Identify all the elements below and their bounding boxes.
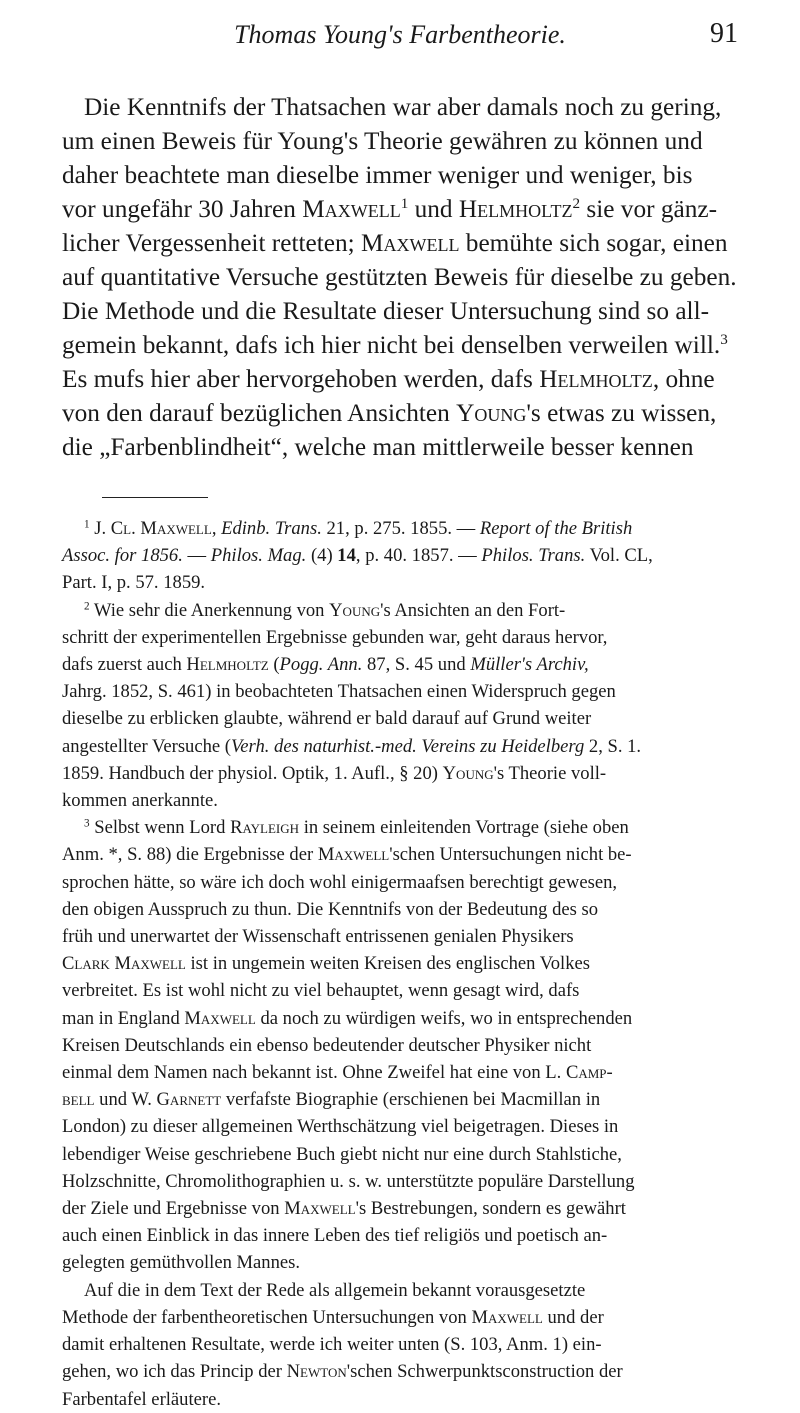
text-run: 's Ansichten an den Fort- (380, 599, 566, 621)
text-run: ist in ungemein weiten Kreisen des englischen Volkes (185, 953, 591, 975)
text-run: die „Farbenblindheit“, welche man mittlerweile besser kennen (62, 433, 694, 461)
footnote-line (62, 1195, 740, 1222)
text-run: daher beachtete man dieselbe immer weniger und weniger, bis (62, 161, 693, 189)
footnotes (62, 515, 740, 1413)
footnote-line (62, 923, 740, 950)
text-run: 87, S. 45 und (362, 654, 471, 676)
text-line (62, 328, 740, 362)
text-run: 's etwas zu wissen, (526, 399, 717, 427)
text-run: , p. 40. 1857. — (355, 545, 482, 567)
citation: Edinb. Trans. (221, 518, 322, 539)
text-run: Part. I, p. 57. 1859. (62, 572, 206, 594)
text-run: 1859. Handbuch der physiol. Optik, 1. Aufl., § 20) (62, 762, 443, 784)
running-head (0, 10, 800, 50)
text-run: in seinem einleitenden Vortrage (siehe oben (299, 817, 629, 839)
footnote-line (62, 515, 740, 542)
running-title: Thomas Young's Farbentheorie. (234, 20, 566, 49)
text-run: dieselbe zu erblicken glaubte, während er bald darauf auf Grund weiter (62, 708, 592, 730)
text-run: sie vor gänz- (580, 195, 718, 223)
text-run: Die Kenntnifs der Thatsachen war aber damals noch zu gering, (84, 93, 722, 121)
author-name: Young (442, 762, 494, 784)
text-run: 21, p. 275. 1855. — (321, 518, 480, 539)
text-run: Es mufs hier aber hervorgehoben werden, dafs (62, 365, 540, 393)
author-name: Young (329, 599, 381, 621)
text-run: und (408, 195, 459, 223)
text-run: Auf die in dem Text der Rede als allgemein bekannt vorausgesetzte (84, 1279, 586, 1301)
text-run: man in England (62, 1007, 185, 1029)
author-name: bell (62, 1089, 95, 1111)
footnote-line (62, 977, 740, 1004)
footnote-line (62, 787, 740, 814)
citation: Report of the British (479, 518, 633, 539)
text-run: Anm. *, S. 88) die Ergebnisse der (62, 844, 318, 866)
author-name: Maxwell (471, 1306, 543, 1328)
text-run: einmal dem Namen nach bekannt ist. Ohne Zweifel hat eine von L. (62, 1062, 566, 1084)
text-run: der Ziele und Ergebnisse von (62, 1198, 285, 1220)
text-run: (4) (306, 545, 338, 567)
citation: Verh. des naturhist.-med. Vereins zu Heidelberg (231, 735, 585, 757)
citation: Philos. Trans. (481, 545, 586, 567)
text-run: da noch zu würdigen weifs, wo in entsprechenden (255, 1007, 633, 1029)
text-run: damit erhaltenen Resultate, werde ich weiter unten (S. 103, Anm. 1) ein- (62, 1334, 602, 1356)
text-run: 2, S. 1. (584, 735, 642, 757)
text-run: Vol. CL, (585, 545, 653, 567)
author-name: Maxwell (361, 229, 460, 257)
footnote-marker: 3 (84, 817, 90, 830)
author-name: Clark Maxwell (62, 953, 186, 975)
footnote-line (62, 950, 740, 977)
text-run: und der (542, 1306, 604, 1328)
text-run: schritt der experimentellen Ergebnisse gebunden war, geht daraus hervor, (62, 626, 608, 648)
text-run: Jahrg. 1852, S. 461) in beobachteten Thatsachen einen Widerspruch gegen (62, 681, 616, 703)
footnote-line (62, 1358, 740, 1385)
citation: Müller's Archiv, (470, 654, 589, 676)
footnote-ref: 3 (720, 330, 728, 348)
author-name: Young (456, 399, 527, 427)
citation: Philos. Mag. (210, 545, 307, 567)
text-line (62, 396, 740, 430)
footnote-line (62, 869, 740, 896)
footnote-ref: 1 (400, 194, 409, 212)
text-run: dafs zuerst auch (62, 654, 187, 676)
text-run: angestellter Versuche ( (62, 735, 231, 757)
footnote-line (62, 733, 740, 760)
citation: Pogg. Ann. (279, 654, 363, 676)
author-name: Maxwell (302, 195, 401, 223)
footnote-line (62, 1304, 740, 1331)
text-run: lebendiger Weise geschriebene Buch giebt nicht nur eine durch Stahlstiche, (62, 1143, 622, 1165)
text-run: und W. (94, 1089, 157, 1111)
main-paragraph (62, 90, 740, 464)
footnote-line (62, 841, 740, 868)
footnote-line (62, 569, 740, 596)
author-name: Maxwell (317, 844, 390, 866)
text-run: 'schen Untersuchungen nicht be- (389, 844, 632, 866)
footnote-line (62, 1277, 740, 1304)
author-name: Rayleigh (230, 817, 300, 839)
text-run: um einen Beweis für Young's Theorie gewähren zu können und (62, 127, 703, 155)
footnote-line (62, 1249, 740, 1276)
text-run: Kreisen Deutschlands ein ebenso bedeutender deutscher Physiker nicht (62, 1034, 592, 1056)
footnote-line (62, 896, 740, 923)
text-run: vor ungefähr 30 Jahren (62, 195, 303, 223)
footnote-line (62, 651, 740, 678)
text-run: Farbentafel erläutere. (62, 1388, 221, 1410)
footnote-line (62, 1168, 740, 1195)
text-run: 's Theorie voll- (493, 762, 607, 784)
text-run: gemein bekannt, dafs ich hier nicht bei denselben verweilen will. (62, 331, 721, 359)
text-run: auf quantitative Versuche gestützten Beweis für dieselbe zu geben. (62, 263, 737, 291)
text-line (62, 158, 740, 192)
text-line (62, 124, 740, 158)
footnote-marker: 2 (84, 599, 90, 612)
volume: 14 (337, 545, 356, 567)
footnote-line (62, 1032, 740, 1059)
author-name: Newton (286, 1361, 347, 1383)
author-name: Helmholtz (458, 195, 573, 223)
text-run: Wie sehr die Anerkennung von (89, 599, 330, 621)
author-name: Helmholtz (186, 654, 269, 676)
text-line (62, 90, 740, 124)
footnote-line (62, 624, 740, 651)
page-number: 91 (710, 18, 738, 49)
footnote-line (62, 1005, 740, 1032)
text-line (62, 362, 740, 396)
text-run: , (211, 518, 222, 539)
footnote-line (62, 1222, 740, 1249)
text-run: Methode der farbentheoretischen Untersuchungen von (62, 1306, 472, 1328)
footnote-line (62, 1113, 740, 1140)
citation: Assoc. for 1856. (62, 545, 183, 567)
text-run: London) zu dieser allgemeinen Werthschätzung viel beigetragen. Dieses in (62, 1116, 619, 1138)
footnote-line (62, 1386, 740, 1413)
text-run: J. (89, 518, 111, 539)
footnote-line (62, 1059, 740, 1086)
footnote-marker: 1 (84, 518, 90, 531)
author-name: Garnett (156, 1089, 222, 1111)
text-run: auch einen Einblick in das innere Leben des tief religiös und poetisch an- (62, 1225, 608, 1247)
text-run: gehen, wo ich das Princip der (62, 1361, 287, 1383)
footnote-ref: 2 (572, 194, 581, 212)
footnote-line (62, 678, 740, 705)
text-run: licher Vergessenheit retteten; (62, 229, 362, 257)
text-line (62, 192, 740, 226)
footnote-line (62, 760, 740, 787)
text-run: , ohne (652, 365, 715, 393)
text-line (62, 260, 740, 294)
text-run: bemühte sich sogar, einen (459, 229, 728, 257)
footnote-line (62, 542, 740, 569)
footnote-line (62, 597, 740, 624)
text-line (62, 430, 740, 464)
author-name: Cl. Maxwell (110, 518, 212, 539)
text-line (62, 226, 740, 260)
footnote-line (62, 1141, 740, 1168)
text-run: von den darauf bezüglichen Ansichten (62, 399, 457, 427)
footnote-line (62, 814, 740, 841)
text-run: Selbst wenn Lord (89, 817, 231, 839)
text-line (62, 294, 740, 328)
footnote-rule (102, 497, 208, 498)
author-name: Maxwell (284, 1198, 356, 1220)
text-run: ( (268, 654, 280, 676)
text-run: früh und unerwartet der Wissenschaft entrissenen genialen Physikers (62, 926, 574, 948)
text-run: den obigen Ausspruch zu thun. Die Kenntnifs von der Bedeutung des so (62, 898, 599, 920)
text-run: Holzschnitte, Chromolithographien u. s. w. unterstützte populäre Darstellung (62, 1170, 635, 1192)
author-name: Maxwell (184, 1007, 256, 1029)
text-run: 'schen Schwerpunktsconstruction der (346, 1361, 623, 1383)
text-run: 's Bestrebungen, sondern es gewährt (355, 1198, 626, 1220)
footnote-line (62, 1086, 740, 1113)
text-run: Die Methode und die Resultate dieser Untersuchung sind so all- (62, 297, 710, 325)
text-run: sprochen hätte, so wäre ich doch wohl einigermaafsen berechtigt gewesen, (62, 871, 618, 893)
author-name: Helmholtz (539, 365, 653, 393)
text-run: kommen anerkannte. (62, 790, 218, 812)
text-run: — (182, 545, 211, 567)
footnote-line (62, 1331, 740, 1358)
author-name: Camp- (565, 1062, 613, 1084)
text-run: verbreitet. Es ist wohl nicht zu viel behauptet, wenn gesagt wird, dafs (62, 980, 580, 1002)
text-run: verfafste Biographie (erschienen bei Macmillan in (221, 1089, 601, 1111)
text-run: gelegten gemüthvollen Mannes. (62, 1252, 301, 1274)
footnote-line (62, 705, 740, 732)
